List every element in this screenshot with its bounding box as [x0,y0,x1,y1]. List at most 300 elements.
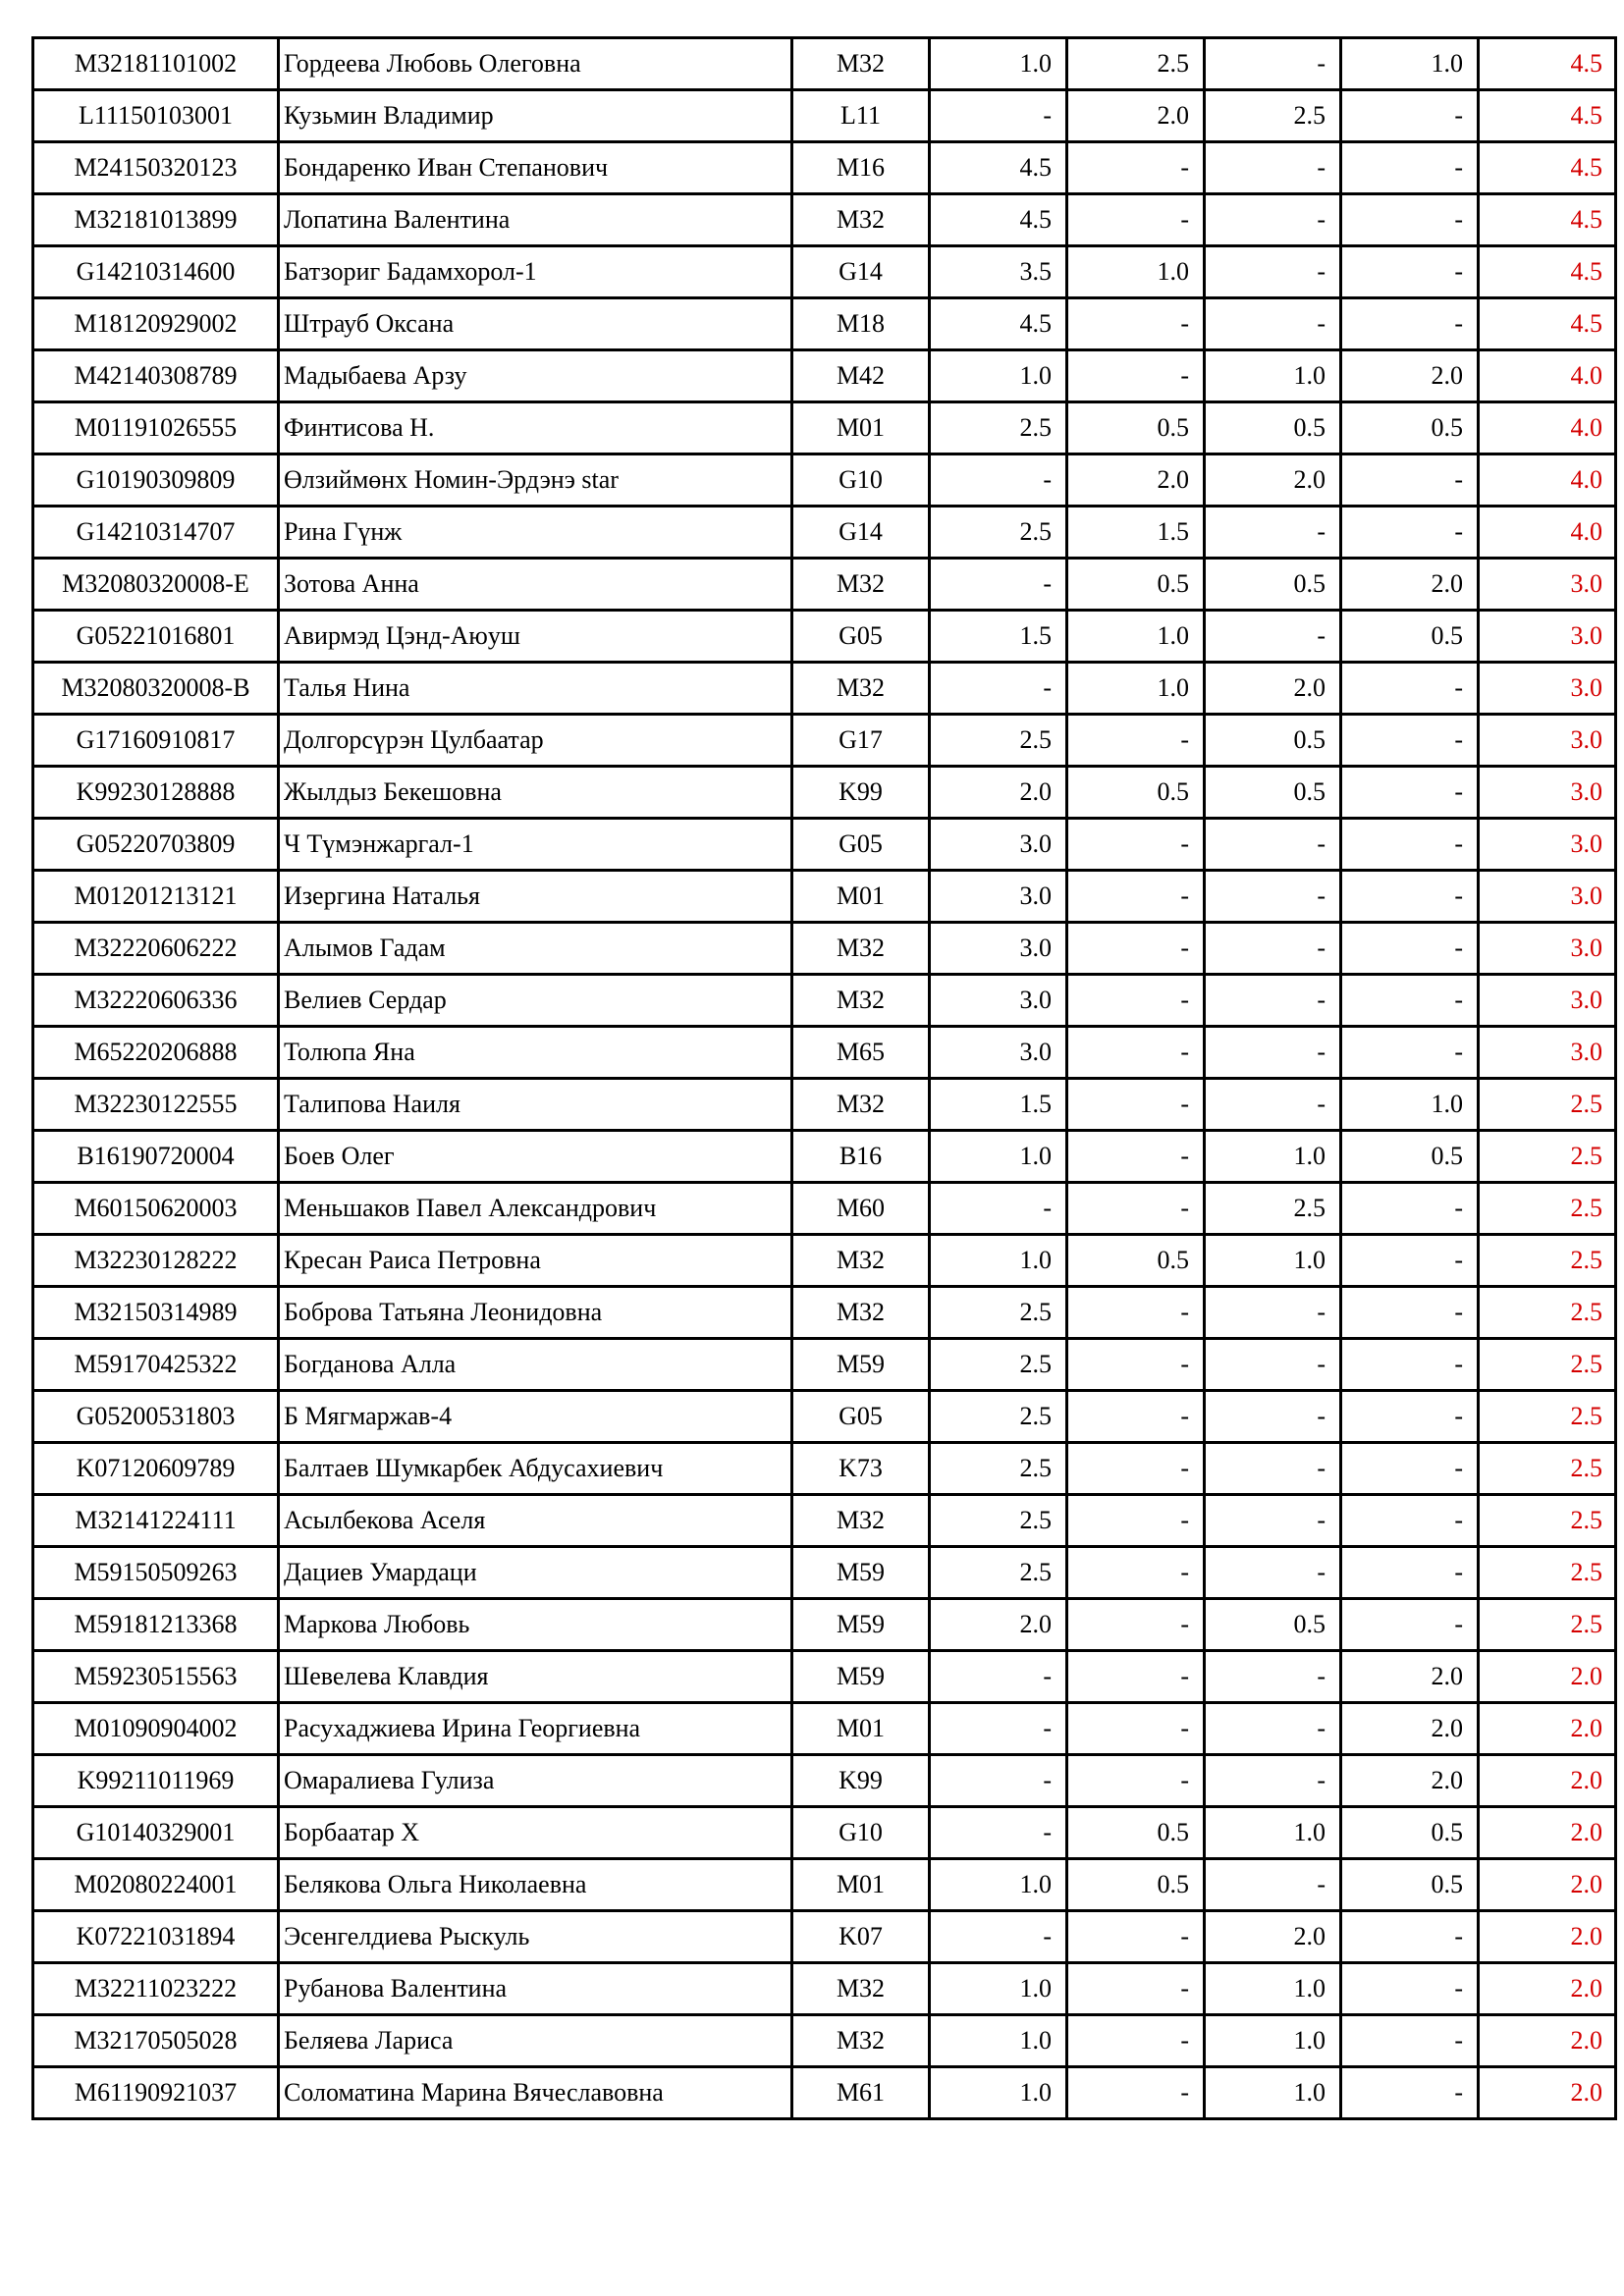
total-score-cell: 2.0 [1479,1755,1616,1807]
participant-name-cell: Велиев Сердар [279,975,792,1027]
score-1-cell: - [930,1183,1067,1235]
total-score-cell: 3.0 [1479,767,1616,819]
participant-name-cell: Рубанова Валентина [279,1963,792,2015]
score-3-cell: 1.0 [1205,1963,1341,2015]
score-2-cell: - [1067,350,1205,402]
total-score-cell: 3.0 [1479,611,1616,663]
participant-id-cell: M59230515563 [33,1651,279,1703]
participant-name-cell: Б Мягмаржав-4 [279,1391,792,1443]
score-3-cell: - [1205,38,1341,90]
score-4-cell: - [1341,1547,1479,1599]
score-3-cell: - [1205,819,1341,871]
participant-id-cell: M01090904002 [33,1703,279,1755]
score-2-cell: 0.5 [1067,1807,1205,1859]
participant-id-cell: G17160910817 [33,715,279,767]
score-2-cell: - [1067,2067,1205,2119]
score-2-cell: 1.0 [1067,611,1205,663]
table-row [33,1651,1616,1703]
group-code-cell: K07 [792,1911,930,1963]
participant-id-cell: G05221016801 [33,611,279,663]
table-row [33,1755,1616,1807]
table-row [33,1079,1616,1131]
score-1-cell: 2.0 [930,1599,1067,1651]
score-3-cell: 2.5 [1205,90,1341,142]
total-score-cell: 4.0 [1479,454,1616,507]
participant-id-cell: M32230128222 [33,1235,279,1287]
participant-name-cell: Кузьмин Владимир [279,90,792,142]
participant-id-cell: M59170425322 [33,1339,279,1391]
score-2-cell: 1.0 [1067,663,1205,715]
score-2-cell: - [1067,715,1205,767]
score-2-cell: 2.5 [1067,38,1205,90]
participant-name-cell: Ч Түмэнжаргал-1 [279,819,792,871]
total-score-cell: 2.0 [1479,1807,1616,1859]
participant-name-cell: Талипова Наиля [279,1079,792,1131]
score-4-cell: - [1341,454,1479,507]
group-code-cell: G05 [792,819,930,871]
score-1-cell: 3.0 [930,871,1067,923]
total-score-cell: 2.0 [1479,1963,1616,2015]
score-4-cell: - [1341,975,1479,1027]
score-1-cell: 4.5 [930,298,1067,350]
score-3-cell: 2.0 [1205,454,1341,507]
total-score-cell: 4.5 [1479,90,1616,142]
score-4-cell: - [1341,507,1479,559]
total-score-cell: 4.5 [1479,194,1616,246]
score-2-cell: - [1067,298,1205,350]
score-4-cell: - [1341,1443,1479,1495]
group-code-cell: K73 [792,1443,930,1495]
participant-id-cell: G10190309809 [33,454,279,507]
table-row [33,1495,1616,1547]
score-2-cell: - [1067,142,1205,194]
score-3-cell: 0.5 [1205,767,1341,819]
score-1-cell: 1.5 [930,611,1067,663]
score-3-cell: - [1205,246,1341,298]
score-1-cell: 2.5 [930,1547,1067,1599]
group-code-cell: M32 [792,1287,930,1339]
group-code-cell: M01 [792,1703,930,1755]
total-score-cell: 2.0 [1479,2067,1616,2119]
participant-id-cell: M59150509263 [33,1547,279,1599]
score-1-cell: 4.5 [930,194,1067,246]
score-1-cell: 2.5 [930,715,1067,767]
participant-name-cell: Асылбекова Аселя [279,1495,792,1547]
score-4-cell: - [1341,1183,1479,1235]
score-3-cell: - [1205,1703,1341,1755]
score-1-cell: - [930,90,1067,142]
total-score-cell: 2.5 [1479,1131,1616,1183]
score-1-cell: 3.0 [930,975,1067,1027]
total-score-cell: 4.5 [1479,142,1616,194]
score-1-cell: - [930,1703,1067,1755]
group-code-cell: M59 [792,1547,930,1599]
total-score-cell: 2.5 [1479,1235,1616,1287]
group-code-cell: M32 [792,2015,930,2067]
total-score-cell: 2.0 [1479,1859,1616,1911]
total-score-cell: 2.0 [1479,2015,1616,2067]
participant-id-cell: M32230122555 [33,1079,279,1131]
participant-name-cell: Расухаджиева Ирина Георгиевна [279,1703,792,1755]
table-row [33,1547,1616,1599]
table-row [33,1911,1616,1963]
participant-id-cell: G05220703809 [33,819,279,871]
participant-id-cell: M32181013899 [33,194,279,246]
participant-id-cell: G14210314600 [33,246,279,298]
participant-name-cell: Боев Олег [279,1131,792,1183]
score-2-cell: - [1067,1963,1205,2015]
score-1-cell: - [930,559,1067,611]
score-4-cell: 1.0 [1341,1079,1479,1131]
table-row [33,1287,1616,1339]
score-4-cell: - [1341,663,1479,715]
score-1-cell: 3.0 [930,1027,1067,1079]
total-score-cell: 3.0 [1479,923,1616,975]
score-3-cell: - [1205,1547,1341,1599]
group-code-cell: M65 [792,1027,930,1079]
table-row [33,1443,1616,1495]
score-1-cell: 1.0 [930,350,1067,402]
score-2-cell: 0.5 [1067,402,1205,454]
table-row [33,663,1616,715]
score-4-cell: - [1341,298,1479,350]
score-4-cell: - [1341,1911,1479,1963]
group-code-cell: G10 [792,1807,930,1859]
table-row [33,871,1616,923]
score-4-cell: 0.5 [1341,1807,1479,1859]
score-2-cell: - [1067,1495,1205,1547]
score-3-cell: - [1205,923,1341,975]
group-code-cell: G14 [792,246,930,298]
score-3-cell: 1.0 [1205,1131,1341,1183]
participant-id-cell: L11150103001 [33,90,279,142]
score-2-cell: - [1067,1911,1205,1963]
score-4-cell: - [1341,1339,1479,1391]
total-score-cell: 2.5 [1479,1079,1616,1131]
score-4-cell: - [1341,2015,1479,2067]
table-row [33,142,1616,194]
score-2-cell: 0.5 [1067,767,1205,819]
participant-name-cell: Штрауб Оксана [279,298,792,350]
participant-id-cell: K99211011969 [33,1755,279,1807]
table-row [33,975,1616,1027]
score-2-cell: - [1067,1183,1205,1235]
score-3-cell: - [1205,1287,1341,1339]
table-row [33,194,1616,246]
total-score-cell: 2.0 [1479,1703,1616,1755]
score-1-cell: - [930,663,1067,715]
score-1-cell: 1.0 [930,1859,1067,1911]
table-row [33,1183,1616,1235]
group-code-cell: M32 [792,1495,930,1547]
group-code-cell: M60 [792,1183,930,1235]
score-4-cell: - [1341,142,1479,194]
score-2-cell: - [1067,1287,1205,1339]
group-code-cell: M32 [792,559,930,611]
group-code-cell: M59 [792,1599,930,1651]
participant-id-cell: M01201213121 [33,871,279,923]
participant-id-cell: M32181101002 [33,38,279,90]
results-table [31,36,1617,2120]
score-2-cell: - [1067,1391,1205,1443]
participant-name-cell: Меньшаков Павел Александрович [279,1183,792,1235]
score-4-cell: 2.0 [1341,559,1479,611]
score-2-cell: 2.0 [1067,90,1205,142]
score-3-cell: - [1205,1495,1341,1547]
score-3-cell: 0.5 [1205,402,1341,454]
score-2-cell: - [1067,1443,1205,1495]
score-3-cell: - [1205,1079,1341,1131]
group-code-cell: G05 [792,611,930,663]
score-2-cell: - [1067,1651,1205,1703]
group-code-cell: M32 [792,1963,930,2015]
score-3-cell: 0.5 [1205,1599,1341,1651]
participant-name-cell: Авирмэд Цэнд-Аюуш [279,611,792,663]
table-row [33,1131,1616,1183]
total-score-cell: 3.0 [1479,1027,1616,1079]
total-score-cell: 2.5 [1479,1339,1616,1391]
participant-id-cell: B16190720004 [33,1131,279,1183]
participant-id-cell: M32080320008-B [33,663,279,715]
table-row [33,611,1616,663]
participant-id-cell: M02080224001 [33,1859,279,1911]
group-code-cell: B16 [792,1131,930,1183]
participant-id-cell: M32141224111 [33,1495,279,1547]
group-code-cell: M61 [792,2067,930,2119]
participant-name-cell: Өлзиймөнх Номин-Эрдэнэ star [279,454,792,507]
table-row [33,1235,1616,1287]
score-4-cell: - [1341,767,1479,819]
participant-name-cell: Лопатина Валентина [279,194,792,246]
score-3-cell: - [1205,1339,1341,1391]
score-2-cell: - [1067,1703,1205,1755]
score-3-cell: 2.5 [1205,1183,1341,1235]
table-row [33,819,1616,871]
participant-name-cell: Эсенгелдиева Рыскуль [279,1911,792,1963]
table-row [33,1963,1616,2015]
score-3-cell: - [1205,1391,1341,1443]
participant-name-cell: Омаралиева Гулиза [279,1755,792,1807]
group-code-cell: M32 [792,663,930,715]
results-table-body [33,38,1616,2119]
group-code-cell: G05 [792,1391,930,1443]
score-4-cell: - [1341,1235,1479,1287]
score-4-cell: - [1341,90,1479,142]
participant-name-cell: Шевелева Клавдия [279,1651,792,1703]
group-code-cell: M16 [792,142,930,194]
group-code-cell: M01 [792,1859,930,1911]
score-1-cell: - [930,454,1067,507]
group-code-cell: K99 [792,1755,930,1807]
table-row [33,1599,1616,1651]
score-2-cell: - [1067,194,1205,246]
table-row [33,923,1616,975]
table-row [33,2067,1616,2119]
score-3-cell: - [1205,298,1341,350]
score-2-cell: - [1067,1599,1205,1651]
score-1-cell: 2.5 [930,1287,1067,1339]
score-4-cell: - [1341,871,1479,923]
score-4-cell: 2.0 [1341,1651,1479,1703]
score-3-cell: 1.0 [1205,350,1341,402]
table-row [33,559,1616,611]
score-2-cell: - [1067,1339,1205,1391]
score-3-cell: - [1205,1027,1341,1079]
participant-name-cell: Изергина Наталья [279,871,792,923]
table-row [33,90,1616,142]
participant-id-cell: K07221031894 [33,1911,279,1963]
score-4-cell: 0.5 [1341,1131,1479,1183]
participant-id-cell: G05200531803 [33,1391,279,1443]
participant-id-cell: G10140329001 [33,1807,279,1859]
score-3-cell: 2.0 [1205,663,1341,715]
group-code-cell: M32 [792,194,930,246]
score-4-cell: - [1341,1963,1479,2015]
participant-id-cell: M32170505028 [33,2015,279,2067]
score-1-cell: 1.0 [930,2067,1067,2119]
score-1-cell: 2.5 [930,1339,1067,1391]
group-code-cell: M32 [792,38,930,90]
score-2-cell: - [1067,2015,1205,2067]
score-1-cell: - [930,1755,1067,1807]
score-3-cell: - [1205,142,1341,194]
score-3-cell: - [1205,1651,1341,1703]
total-score-cell: 3.0 [1479,871,1616,923]
score-4-cell: - [1341,1391,1479,1443]
participant-id-cell: M32220606222 [33,923,279,975]
score-2-cell: 0.5 [1067,1859,1205,1911]
group-code-cell: M01 [792,871,930,923]
table-row [33,1859,1616,1911]
participant-name-cell: Балтаев Шумкарбек Абдусахиевич [279,1443,792,1495]
score-4-cell: - [1341,1027,1479,1079]
score-1-cell: 2.5 [930,1391,1067,1443]
participant-name-cell: Боброва Татьяна Леонидовна [279,1287,792,1339]
participant-id-cell: G14210314707 [33,507,279,559]
score-1-cell: 1.0 [930,1963,1067,2015]
participant-name-cell: Батзориг Бадамхорол-1 [279,246,792,298]
score-1-cell: 2.5 [930,402,1067,454]
participant-name-cell: Гордеева Любовь Олеговна [279,38,792,90]
score-1-cell: 4.5 [930,142,1067,194]
total-score-cell: 4.0 [1479,507,1616,559]
total-score-cell: 4.5 [1479,298,1616,350]
score-1-cell: - [930,1651,1067,1703]
total-score-cell: 4.0 [1479,350,1616,402]
score-1-cell: 1.0 [930,1235,1067,1287]
participant-name-cell: Талья Нина [279,663,792,715]
group-code-cell: M42 [792,350,930,402]
score-1-cell: 2.5 [930,507,1067,559]
score-4-cell: - [1341,819,1479,871]
score-2-cell: - [1067,871,1205,923]
score-4-cell: 2.0 [1341,1755,1479,1807]
table-row [33,2015,1616,2067]
score-4-cell: - [1341,1599,1479,1651]
score-3-cell: - [1205,194,1341,246]
score-3-cell: 1.0 [1205,1807,1341,1859]
score-1-cell: 3.0 [930,923,1067,975]
score-1-cell: 3.5 [930,246,1067,298]
score-3-cell: 1.0 [1205,1235,1341,1287]
score-4-cell: 2.0 [1341,1703,1479,1755]
total-score-cell: 3.0 [1479,819,1616,871]
participant-id-cell: M59181213368 [33,1599,279,1651]
score-4-cell: - [1341,1495,1479,1547]
score-1-cell: 3.0 [930,819,1067,871]
score-3-cell: 0.5 [1205,715,1341,767]
score-4-cell: 1.0 [1341,38,1479,90]
score-2-cell: 0.5 [1067,1235,1205,1287]
score-1-cell: 1.0 [930,1131,1067,1183]
participant-name-cell: Бондаренко Иван Степанович [279,142,792,194]
group-code-cell: M32 [792,1235,930,1287]
participant-name-cell: Кресан Раиса Петровна [279,1235,792,1287]
score-2-cell: - [1067,1027,1205,1079]
participant-id-cell: M01191026555 [33,402,279,454]
score-2-cell: - [1067,1755,1205,1807]
participant-id-cell: M32211023222 [33,1963,279,2015]
total-score-cell: 2.5 [1479,1287,1616,1339]
score-4-cell: 2.0 [1341,350,1479,402]
table-row [33,38,1616,90]
table-row [33,454,1616,507]
total-score-cell: 2.5 [1479,1443,1616,1495]
total-score-cell: 2.5 [1479,1391,1616,1443]
total-score-cell: 2.5 [1479,1599,1616,1651]
score-3-cell: - [1205,507,1341,559]
participant-name-cell: Мадыбаева Арзу [279,350,792,402]
score-1-cell: 1.5 [930,1079,1067,1131]
participant-name-cell: Беляева Лариса [279,2015,792,2067]
group-code-cell: M18 [792,298,930,350]
participant-name-cell: Жылдыз Бекешовна [279,767,792,819]
score-1-cell: 2.0 [930,767,1067,819]
score-2-cell: 1.5 [1067,507,1205,559]
table-row [33,507,1616,559]
score-2-cell: - [1067,923,1205,975]
group-code-cell: M01 [792,402,930,454]
score-2-cell: 2.0 [1067,454,1205,507]
table-row [33,715,1616,767]
score-2-cell: - [1067,975,1205,1027]
score-2-cell: - [1067,1079,1205,1131]
participant-id-cell: M24150320123 [33,142,279,194]
score-4-cell: - [1341,715,1479,767]
score-1-cell: 2.5 [930,1443,1067,1495]
total-score-cell: 3.0 [1479,663,1616,715]
participant-name-cell: Зотова Анна [279,559,792,611]
table-row [33,1391,1616,1443]
score-3-cell: - [1205,871,1341,923]
participant-name-cell: Богданова Алла [279,1339,792,1391]
score-3-cell: 1.0 [1205,2015,1341,2067]
participant-name-cell: Дациев Умардаци [279,1547,792,1599]
group-code-cell: M59 [792,1651,930,1703]
group-code-cell: M59 [792,1339,930,1391]
score-4-cell: - [1341,2067,1479,2119]
participant-id-cell: M61190921037 [33,2067,279,2119]
participant-id-cell: K07120609789 [33,1443,279,1495]
score-3-cell: - [1205,611,1341,663]
participant-id-cell: M60150620003 [33,1183,279,1235]
score-2-cell: 1.0 [1067,246,1205,298]
participant-id-cell: M18120929002 [33,298,279,350]
score-4-cell: 0.5 [1341,1859,1479,1911]
total-score-cell: 2.0 [1479,1911,1616,1963]
score-2-cell: - [1067,1131,1205,1183]
participant-name-cell: Маркова Любовь [279,1599,792,1651]
